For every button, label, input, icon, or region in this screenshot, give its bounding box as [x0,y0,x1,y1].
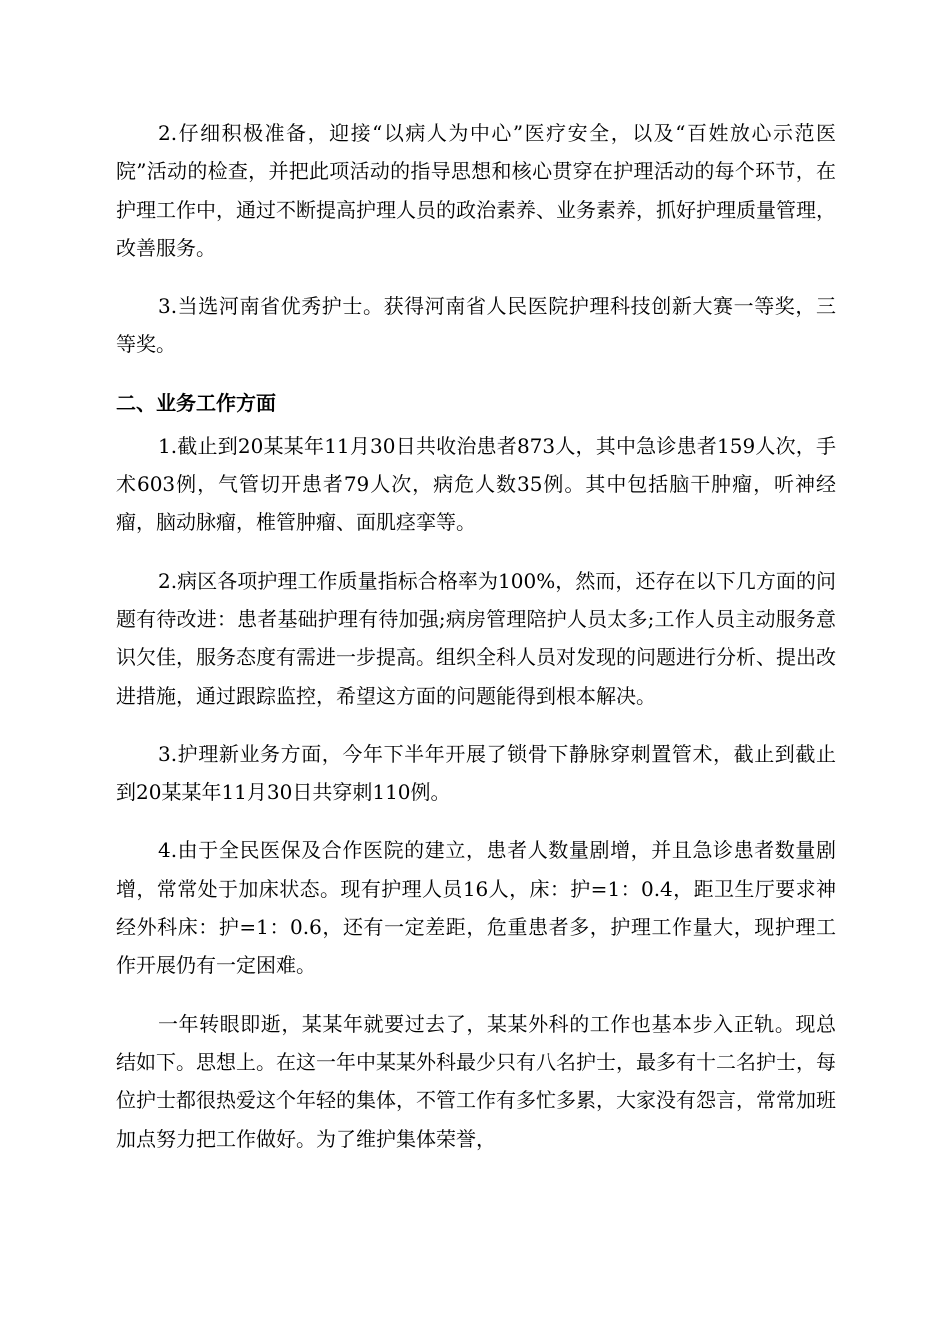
paragraph-business-2: 2.病区各项护理工作质量指标合格率为100%，然而，还存在以下几方面的问题有待改进：患者基础护理有待加强;病房管理陪护人员太多;工作人员主动服务意识欠佳，服务态度有需进一步提高。组织全科人员对发现的问题进行分析、提出改进措施，通过跟踪监控，希望这方面的问题能得到根本解决。 [116,568,836,708]
document-body [116,114,836,1178]
paragraph-item-3-award: 3.当选河南省优秀护士。获得河南省人民医院护理科技创新大赛一等奖，三等奖。 [116,294,836,357]
paragraph-summary: 一年转眼即逝，某某年就要过去了，某某外科的工作也基本步入正轨。现总结如下。思想上。在这一年中某某外科最少只有八名护士，最多有十二名护士，每位护士都很热爱这个年轻的集体，不管工作有多忙多累，大家没有怨言，常常加班加点努力把工作做好。为了维护集体荣誉， [116,1011,836,1151]
paragraph-business-4: 4.由于全民医保及合作医院的建立，患者人数量剧增，并且急诊患者数量剧增，常常处于加床状态。现有护理人员16人，床：护=1：0.4，距卫生厅要求神经外科床：护=1：0.6，还有一定差距，危重患者多，护理工作量大，现护理工作开展仍有一定困难。 [116,838,836,978]
section-heading: 二、业务工作方面 [116,390,276,415]
paragraph-business-3: 3.护理新业务方面，今年下半年开展了锁骨下静脉穿刺置管术，截止到截止到20某某年11月30日共穿刺110例。 [116,741,836,805]
paragraph-business-1: 1.截止到20某某年11月30日共收治患者873人，其中急诊患者159人次，手术603例，气管切开患者79人次，病危人数35例。其中包括脑干肿瘤，听神经瘤，脑动脉瘤，椎管肿瘤、面肌痉挛等。 [116,433,836,535]
paragraph-item-2-preparation: 2.仔细积极准备，迎接“以病人为中心”医疗安全，以及“百姓放心示范医院”活动的检查，并把此项活动的指导思想和核心贯穿在护理活动的每个环节，在护理工作中，通过不断提高护理人员的政治素养、业务素养，抓好护理质量管理，改善服务。 [116,121,836,260]
